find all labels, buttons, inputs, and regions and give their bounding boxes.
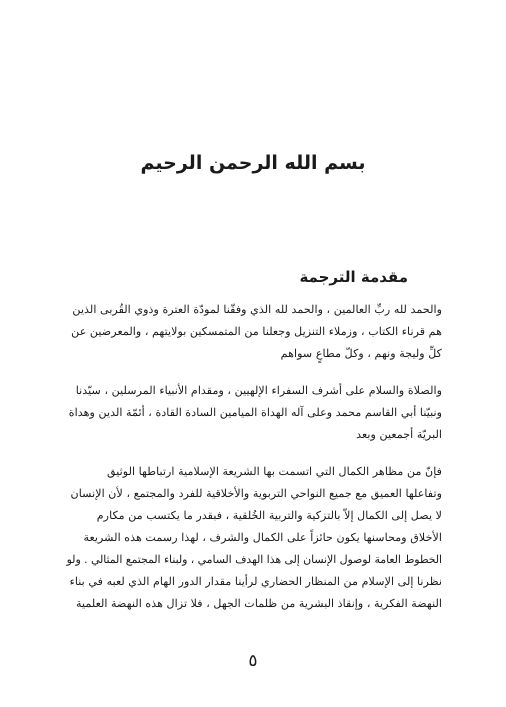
page-number: ٥ <box>248 651 258 671</box>
section-heading: مقدمة الترجمة <box>299 268 408 286</box>
text-line: البريّة أجمعين وبعد <box>356 428 442 441</box>
text-line: والصلاة والسلام على أشرف السفراء الإلهيين ، ومقدام الأنبياء المرسلين ، سيّدنا <box>75 384 442 397</box>
text-line: ونبيّنا أبي القاسم محمد وعلى آله الهداة الميامين السادة القادة ، أئمّة الدين وهداة <box>68 406 442 419</box>
paragraph-1 <box>62 299 442 365</box>
basmala-title: بسم الله الرحمن الرحيم <box>140 152 366 174</box>
paragraph-2 <box>62 380 442 446</box>
text-line: نظرنا إلى الإسلام من المنظار الحضاري لرأينا مقدار الدور الهام الذي لعبه في بناء <box>69 575 442 588</box>
text-line: كلِّ وليجة ونهم ، وكلّ مطاعٍ سواهم <box>280 347 442 360</box>
text-line: الخطوط العامة لوصول الإنسان إلى هذا الهدف السامي ، ولبناء المجتمع المثالي . ولو <box>66 553 442 566</box>
text-line: النهضة الفكرية ، وإنقاذ البشرية من ظلمات الجهل ، فلا تزال هذه النهضة العلمية <box>76 597 442 610</box>
text-line: والحمد لله ربِّ العالمين ، والحمد لله الذي وفقّنا لمودّة العترة وذوي القُربى الذين <box>72 303 442 316</box>
paragraph-3 <box>62 461 442 615</box>
text-line: الأخلاق ومحاسنها يكون حائزاً على الكمال والشرف ، لهذا رسمت هذه الشريعة <box>83 531 442 544</box>
text-line: وتفاعلها العميق مع جميع النواحي التربوية والأخلاقية للفرد والمجتمع ، لأن الإنسان <box>70 487 442 500</box>
text-line: لا يصل إلى الكمال إلاّ بالتزكية والتربية الخُلقية ، فبقدر ما يكتسب من مكارم <box>96 509 442 522</box>
text-line: هم قرناء الكتاب ، وزملاء التنزيل وجعلنا من المتمسكين بولايتهم ، والمعرضين عن <box>71 325 442 338</box>
text-line: فإنّ من مظاهر الكمال التي اتسمت بها الشريعة الإسلامية ارتباطها الوثيق <box>106 465 442 478</box>
